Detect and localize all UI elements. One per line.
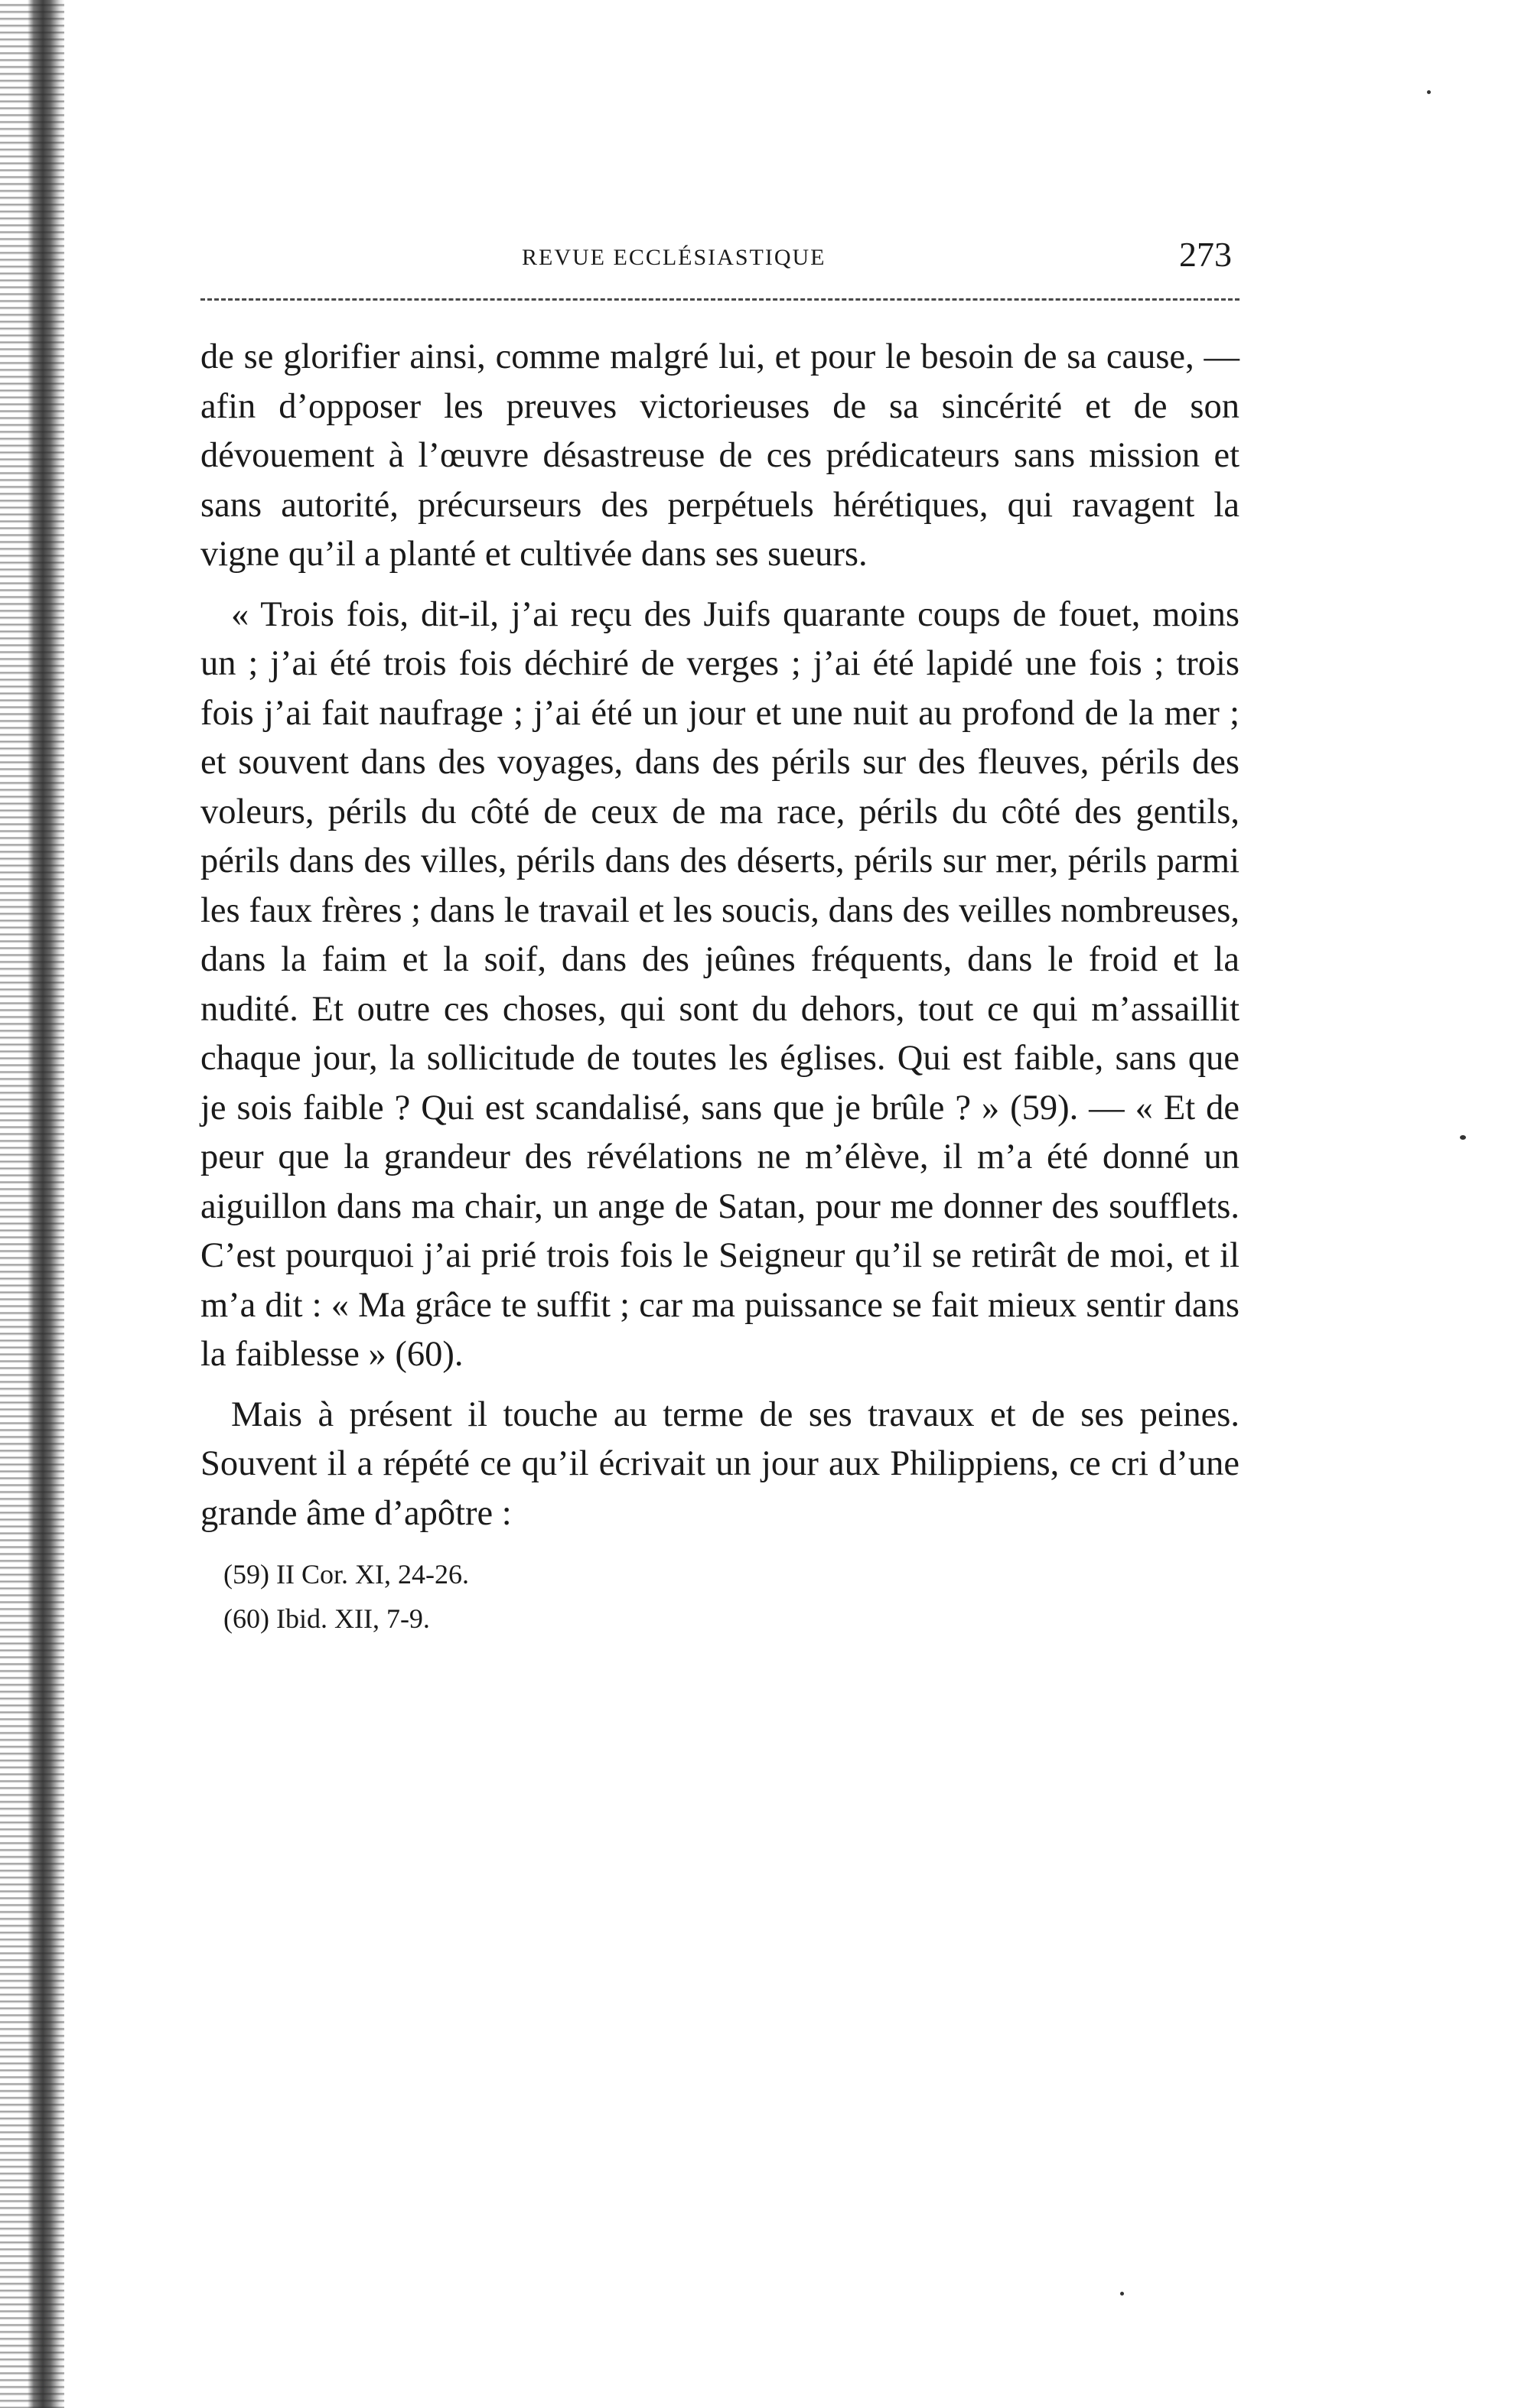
footnotes [200, 1552, 1239, 1641]
page-header [200, 222, 1239, 275]
footnote: (60) Ibid. XII, 7-9. [223, 1603, 430, 1634]
book-page [200, 222, 1239, 1641]
page-number: 273 [1179, 235, 1232, 274]
body-text [200, 333, 1239, 1538]
paragraph: « Trois fois, dit-il, j’ai reçu des Juifs quarante coups de fouet, moins un ; j’ai été trois fois déchiré de verges ; j’ai été lapidé une fois ; trois fois j’ai fait naufrage ; j’ai été un jour et une nuit au profond de la mer ; et souvent dans des voyages, dans des périls sur des fleuves, périls des voleurs, périls du côté de ceux de ma race, périls du côté des gentils, périls dans des villes, périls dans des déserts, périls sur mer, périls parmi les faux frères ; dans le travail et les soucis, dans des veilles nombreuses, dans la faim et la soif, dans des jeûnes fréquents, dans le froid et la nudité. Et outre ces choses, qui sont du dehors, tout ce qui m’assaillit chaque jour, la sollicitude de toutes les églises. Qui est faible, sans que je sois faible ? Qui est scandalisé, sans que je brûle ? » (59). — « Et de peur que la grandeur des révélations ne m’élève, il m’a été donné un aiguillon dans ma chair, un ange de Satan, pour me donner des soufflets. C’est pourquoi j’ai prié trois fois le Seigneur qu’il se retirât de moi, et il m’a dit : « Ma grâce te suffit ; car ma puissance se fait mieux sentir dans la faiblesse » (60). [200, 594, 1239, 1374]
running-head: REVUE ECCLÉSIASTIQUE [522, 245, 826, 270]
ink-speck [1120, 2292, 1124, 2296]
header-rule [200, 298, 1239, 301]
ink-speck [1427, 90, 1431, 94]
ink-speck [1460, 1135, 1466, 1140]
page-binding-edge [0, 0, 64, 2408]
paragraph: Mais à présent il touche au terme de ses travaux et de ses peines. Souvent il a répété ce qu’il écrivait un jour aux Philippiens, ce cri d’une grande âme d’apôtre : [200, 1394, 1239, 1533]
paragraph: de se glorifier ainsi, comme malgré lui, et pour le besoin de sa cause, — afin d’opposer les preuves victorieuses de sa sincérité et de son dévouement à l’œuvre désastreuse de ces prédicateurs sans mission et sans autorité, précurseurs des perpétuels hérétiques, qui ravagent la vigne qu’il a planté et cultivée dans ses sueurs. [200, 337, 1239, 574]
footnote: (59) II Cor. XI, 24-26. [223, 1559, 469, 1590]
